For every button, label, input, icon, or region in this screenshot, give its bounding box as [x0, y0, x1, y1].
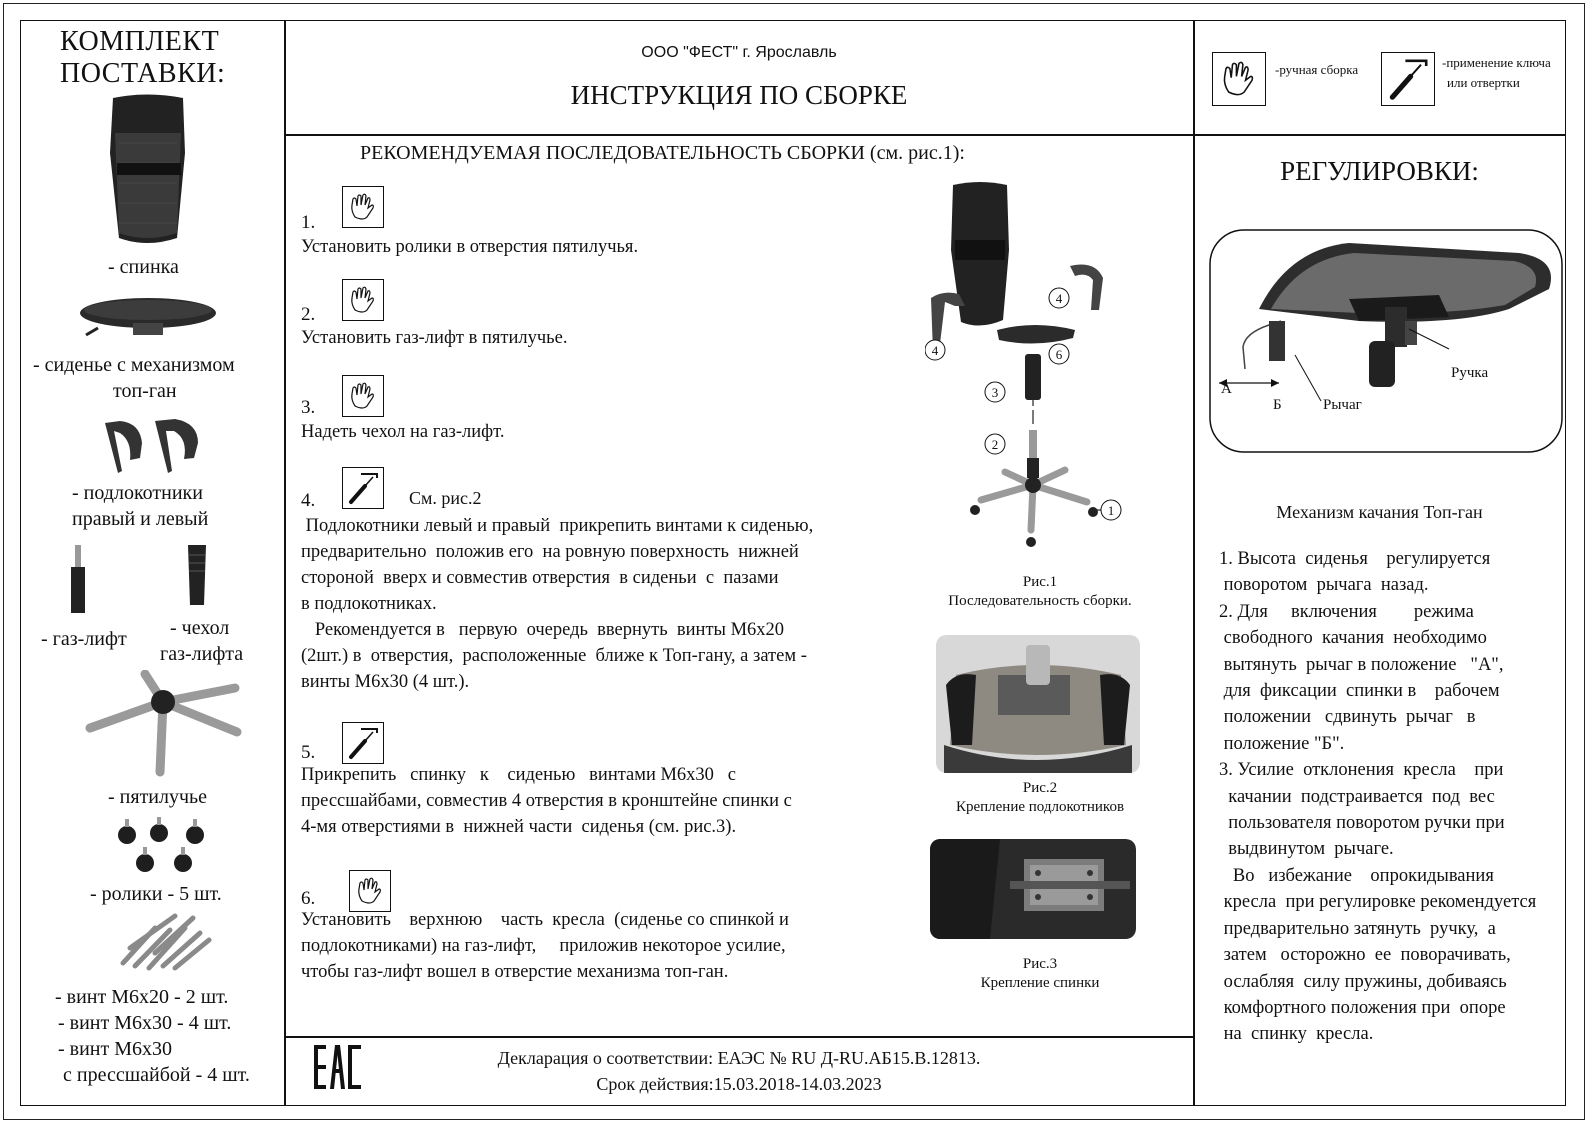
step-6-hand-icon	[349, 870, 391, 912]
page-title: ИНСТРУКЦИЯ ПО СБОРКЕ	[570, 80, 908, 110]
adjust-line: предварительно затянуть ручку, а	[1219, 918, 1496, 939]
validity-text: Срок действия:15.03.2018-14.03.2023	[596, 1074, 882, 1094]
kit-title-1: КОМПЛЕКТ	[60, 26, 220, 57]
kit-item-screw-3b: с прессшайбой - 4 шт.	[63, 1064, 250, 1086]
fig3-title: Рис.3	[1022, 956, 1058, 972]
adjust-line: 2. Для включения режима	[1219, 601, 1474, 622]
callout-1: 1	[1107, 503, 1115, 518]
fig2-armrest-photo	[936, 635, 1140, 773]
adjust-line: вытянуть рычаг в положение "А",	[1219, 654, 1504, 675]
company-name: ООО "ФЕСТ" г. Ярославль	[641, 44, 837, 61]
label-rychag: Рычаг	[1323, 397, 1362, 413]
base-image	[85, 670, 245, 782]
label-a: А	[1221, 381, 1232, 397]
kit-item-seat: - сиденье с механизмом	[33, 354, 235, 376]
adjust-line: ослабляя силу пружины, добиваясь	[1219, 971, 1507, 992]
label-ruchka: Ручка	[1451, 365, 1489, 381]
adjust-title: РЕГУЛИРОВКИ:	[1280, 156, 1479, 186]
step-6-line: чтобы газ-лифт вошел в отверстие механизма топ-ган.	[301, 962, 729, 982]
callout-4-right: 4	[1055, 291, 1063, 306]
adjust-line: поворотом рычага назад.	[1219, 575, 1429, 596]
step-6-line: Установить верхнюю часть кресла (сиденье со спинкой и	[301, 910, 789, 930]
fig3-backrest-mount-photo	[930, 839, 1136, 939]
adjust-line: выдвинутом рычаге.	[1219, 839, 1394, 860]
step-1-text: Установить ролики в отверстия пятилучья.	[301, 237, 639, 257]
step-1-number: 1.	[301, 212, 316, 233]
armrests-image	[100, 413, 205, 478]
step-4-line: (2шт.) в отверстия, расположенные ближе к Топ-гану, а затем -	[301, 646, 807, 666]
step-4-line: предварительно положив его на ровную поверхность нижней	[301, 542, 799, 562]
fig2-caption: Крепление подлокотников	[955, 799, 1125, 815]
adjust-line: затем осторожно ее поворачивать,	[1219, 945, 1511, 966]
step-4-line: винты М6х30 (4 шт.).	[301, 672, 470, 692]
kit-item-screw-1: - винт М6х20 - 2 шт.	[55, 986, 229, 1008]
backrest-image	[105, 93, 190, 248]
fig1-caption: Последовательность сборки.	[948, 593, 1132, 609]
adjust-line: 1. Высота сиденья регулируется	[1219, 549, 1491, 569]
step-5-line: 4-мя отверстиями в нижней части сиденья (см. рис.3).	[301, 817, 737, 837]
fig3-caption: Крепление спинки	[980, 975, 1100, 991]
fig2-title: Рис.2	[1022, 780, 1058, 796]
adjust-line: на спинку кресла.	[1219, 1024, 1374, 1045]
declaration-text: Декларация о соответствии: ЕАЭС № RU Д-RU.АБ15.В.12813.	[497, 1048, 981, 1068]
kit-item-cover: - чехол	[170, 617, 230, 639]
step-2-number: 2.	[301, 304, 316, 325]
step-4-line: Подлокотники левый и правый прикрепить винтами к сиденью,	[301, 516, 814, 536]
step-4-ref: См. рис.2	[409, 488, 482, 508]
step-5-line: Прикрепить спинку к сиденью винтами М6х30 с	[301, 765, 737, 785]
callout-6: 6	[1055, 347, 1063, 362]
callout-3: 3	[991, 385, 999, 400]
step-4-number: 4.	[301, 490, 316, 511]
kit-item-casters: - ролики - 5 шт.	[90, 883, 222, 905]
step-3-number: 3.	[301, 397, 316, 418]
adjust-line: комфортного положения при опоре	[1219, 997, 1506, 1018]
hand-icon	[1212, 52, 1266, 106]
gas-lift-image	[68, 545, 88, 615]
kit-item-cover-2: газ-лифта	[160, 643, 244, 665]
mechanism-caption: Механизм качания Топ-ган	[1276, 502, 1483, 522]
step-3-hand-icon	[342, 375, 384, 417]
screwdriver-icon	[1381, 52, 1435, 106]
adjust-line: качании подстраивается под вес	[1219, 786, 1495, 807]
callout-4-left: 4	[931, 343, 939, 358]
divider-left	[284, 20, 286, 1106]
adjust-line: пользователя поворотом ручки при	[1219, 813, 1505, 834]
adjust-line: для фиксации спинки в рабочем	[1219, 681, 1500, 702]
assembly-heading: РЕКОМЕНДУЕМАЯ ПОСЛЕДОВАТЕЛЬНОСТЬ СБОРКИ (см. рис.1):	[360, 142, 965, 164]
kit-item-seat-2: топ-ган	[113, 380, 177, 402]
adjust-instructions	[1219, 546, 1539, 1048]
kit-item-screw-2: - винт М6х30 - 4 шт.	[58, 1012, 232, 1034]
kit-item-backrest: - спинка	[108, 256, 179, 278]
step-5-number: 5.	[301, 742, 316, 763]
step-4-line: в подлокотниках.	[301, 594, 437, 614]
kit-item-armrests: - подлокотники	[72, 482, 203, 504]
step-5-text	[301, 762, 861, 840]
step-2-text: Установить газ-лифт в пятилучье.	[301, 328, 568, 348]
screws-image	[115, 908, 215, 973]
step-5-line: прессшайбами, совместив 4 отверстия в кронштейне спинки с	[301, 791, 792, 811]
adjust-line: свободного качания необходимо	[1219, 628, 1487, 649]
label-b: Б	[1273, 397, 1282, 413]
gas-lift-cover-image	[186, 545, 208, 607]
step-1-hand-icon	[342, 186, 384, 228]
fig1-exploded-chair-image	[925, 180, 1155, 565]
step-6-number: 6.	[301, 888, 316, 909]
step-6-line: подлокотниками) на газ-лифт, приложив некоторое усилие,	[301, 936, 786, 956]
step-6-text	[301, 907, 861, 985]
step-4-line: стороной вверх и совместив отверстия в сиденьи с пазами	[301, 568, 779, 588]
adjust-line: 3. Усилие отклонения кресла при	[1219, 760, 1504, 781]
adjust-line: кресла при регулировке рекомендуется	[1219, 892, 1537, 913]
step-4-screwdriver-icon	[342, 467, 384, 509]
divider-footer	[284, 1036, 1194, 1038]
adjust-line: Во избежание опрокидывания	[1219, 865, 1494, 886]
kit-title-2: ПОСТАВКИ:	[60, 58, 226, 89]
seat-image	[78, 293, 218, 348]
kit-item-screw-3: - винт М6х30	[58, 1038, 173, 1060]
step-3-text: Надеть чехол на газ-лифт.	[301, 422, 505, 442]
step-5-screwdriver-icon	[342, 722, 384, 764]
step-2-hand-icon	[342, 279, 384, 321]
adjust-line: положении сдвинуть рычаг в	[1219, 707, 1476, 728]
mechanism-image	[1209, 229, 1563, 453]
kit-item-base: - пятилучье	[108, 786, 208, 808]
step-4-line: Рекомендуется в первую очередь ввернуть винты М6х20	[301, 620, 785, 640]
legend-manual-label: -ручная сборка	[1275, 62, 1359, 77]
divider-header	[284, 134, 1566, 136]
step-4-text	[301, 513, 861, 695]
casters-image	[115, 815, 215, 877]
adjust-line: положение "Б".	[1219, 733, 1345, 754]
callout-2: 2	[991, 437, 999, 452]
legend-tool-label-1: -применение ключа	[1442, 55, 1551, 70]
fig1-title: Рис.1	[1022, 574, 1058, 590]
kit-item-gaslift: - газ-лифт	[41, 628, 127, 650]
kit-item-armrests-2: правый и левый	[72, 508, 209, 530]
legend-tool-label-2: или отвертки	[1447, 75, 1520, 90]
